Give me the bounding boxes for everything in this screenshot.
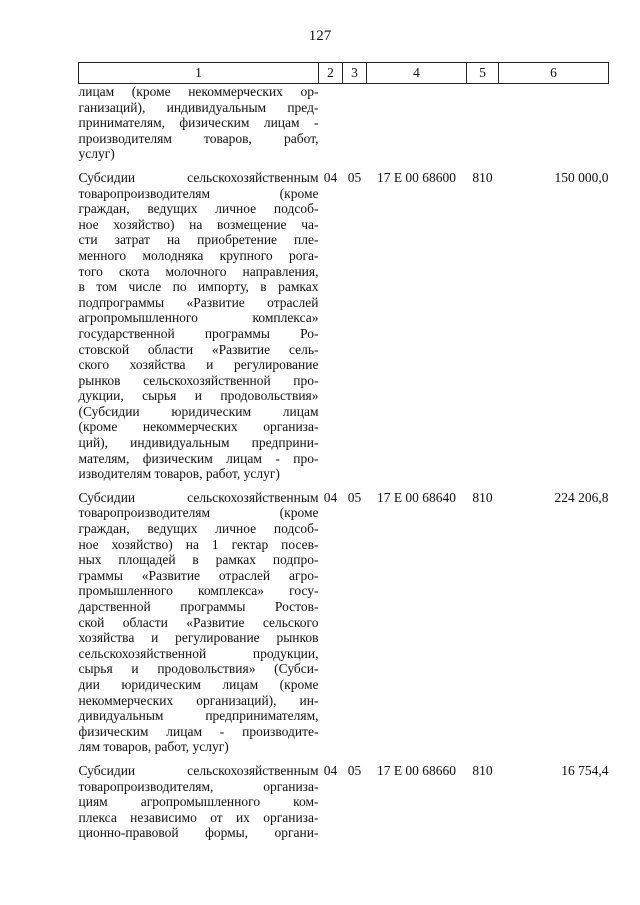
description-line: товаропроизводителям (кроме <box>78 505 319 521</box>
table-row <box>79 482 609 755</box>
description-line: промышленного комплекса» госу- <box>78 583 319 599</box>
description-line: лям товаров, работ, услуг) <box>78 739 229 755</box>
column-header-6: 6 <box>499 63 609 84</box>
row-amount: 16 754,4 <box>561 762 609 778</box>
budget-table <box>78 62 609 841</box>
description-line: менного молодняка крупного рога- <box>78 247 319 263</box>
description-line: ций), индивидуальным предприни- <box>78 435 319 451</box>
description-line: подпрограммы «Развитие отраслей <box>78 294 319 310</box>
description-line: Субсидии сельскохозяйственным <box>78 169 319 185</box>
page-number: 127 <box>308 28 332 44</box>
description-line: производителям товаров, работ, <box>78 130 319 146</box>
description-line: государственной программы Ро- <box>78 325 319 341</box>
description-line: ное хозяйство) на возмещение ча- <box>78 216 319 232</box>
row-description <box>79 162 319 482</box>
row-rz: 04 <box>323 762 338 778</box>
description-line: рынков сельскохозяйственной про- <box>78 372 319 388</box>
description-line: физическим лицам - производите- <box>78 723 319 739</box>
description-line: услуг) <box>78 146 115 162</box>
description-line: товаропроизводителям, организа- <box>78 778 319 794</box>
description-line: Субсидии сельскохозяйственным <box>78 762 319 778</box>
description-line: дии юридическим лицам (кроме <box>78 676 319 692</box>
description-line: хозяйства и регулирование рынков <box>78 630 319 646</box>
description-line: плекса независимо от их организа- <box>78 809 319 825</box>
description-line: сельскохозяйственной продукции, <box>78 645 319 661</box>
row-vr: 810 <box>472 489 493 505</box>
description-line: ганизаций), индивидуальным пред- <box>78 99 319 115</box>
description-line: ской области «Развитие сельского <box>78 614 319 630</box>
description-line: граммы «Развитие отраслей агро- <box>78 567 319 583</box>
row-description <box>79 84 319 162</box>
row-amount: 150 000,0 <box>554 169 609 185</box>
description-line: лицам (кроме некоммерческих ор- <box>78 84 319 99</box>
table-row <box>79 755 609 841</box>
row-pr: 05 <box>347 489 362 505</box>
row-pr: 05 <box>347 762 362 778</box>
column-header-1: 1 <box>79 63 319 84</box>
description-line: граждан, ведущих личное подсоб- <box>78 201 319 217</box>
description-line: агропромышленного комплекса» <box>78 310 319 326</box>
description-line: в том числе по импорту, в рамках <box>78 279 319 295</box>
row-description <box>79 482 319 755</box>
description-line: дивидуальным предпринимателям, <box>78 708 319 724</box>
column-header-3: 3 <box>343 63 367 84</box>
row-amount: 224 206,8 <box>554 489 609 505</box>
row-rz: 04 <box>323 169 338 185</box>
description-line: дукции, сырья и продовольствия» <box>78 388 319 404</box>
description-line: сти затрат на приобретение пле- <box>78 232 319 248</box>
description-line: ных площадей в рамках подпро- <box>78 552 319 568</box>
column-header-2: 2 <box>319 63 343 84</box>
description-line: изводителям товаров, работ, услуг) <box>78 466 280 482</box>
row-description <box>79 755 319 841</box>
row-pr: 05 <box>347 169 362 185</box>
description-line: мателям, физическим лицам - про- <box>78 450 319 466</box>
table-row <box>79 162 609 482</box>
description-line: дарственной программы Ростов- <box>78 599 319 614</box>
description-line: ное хозяйство) на 1 гектар посев- <box>78 536 319 552</box>
column-header-4: 4 <box>367 63 467 84</box>
description-line: циям агропромышленного ком- <box>78 794 319 810</box>
table-row-continuation <box>79 84 609 162</box>
description-line: ского хозяйства и регулирование <box>78 357 319 373</box>
row-csr: 17 Е 00 68640 <box>376 489 457 505</box>
header-row <box>79 63 609 84</box>
description-line: товаропроизводителям (кроме <box>78 185 319 201</box>
column-header-5: 5 <box>467 63 499 84</box>
description-line: (кроме некоммерческих организа- <box>78 419 319 435</box>
description-line: того скота молочного направления, <box>78 263 319 279</box>
row-rz: 04 <box>323 489 338 505</box>
description-line: стовской области «Развитие сель- <box>78 341 319 357</box>
description-line: Субсидии сельскохозяйственным <box>78 489 319 505</box>
row-vr: 810 <box>472 169 493 185</box>
description-line: принимателям, физическим лицам - <box>78 115 319 131</box>
row-vr: 810 <box>472 762 493 778</box>
description-line: (Субсидии юридическим лицам <box>78 403 319 419</box>
description-line: сырья и продовольствия» (Субси- <box>78 661 319 677</box>
description-line: ционно-правовой формы, органи- <box>78 825 319 841</box>
row-csr: 17 Е 00 68600 <box>376 169 457 185</box>
row-csr: 17 Е 00 68660 <box>376 762 457 778</box>
description-line: некоммерческих организаций), ин- <box>78 692 319 708</box>
description-line: граждан, ведущих личное подсоб- <box>78 521 319 537</box>
